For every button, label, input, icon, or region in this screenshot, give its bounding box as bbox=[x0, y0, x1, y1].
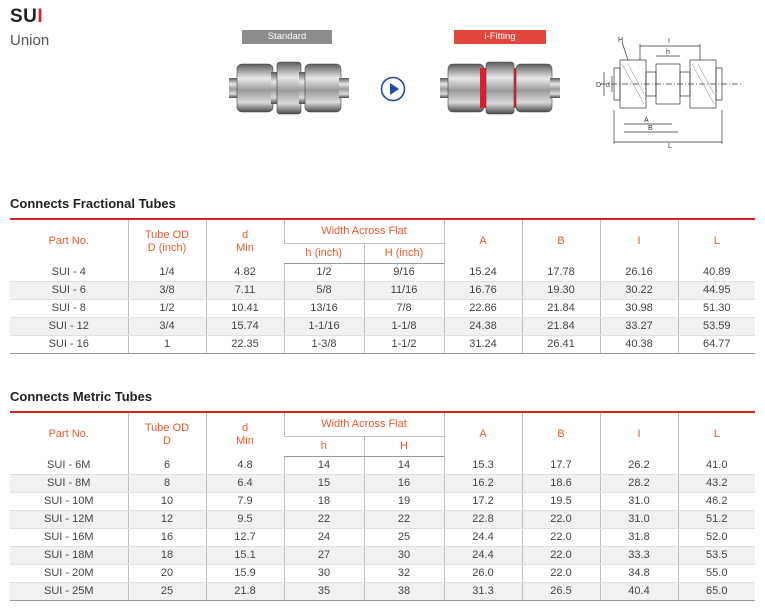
table-cell: 22 bbox=[364, 510, 444, 528]
part-number-cell: SUI - 12M bbox=[10, 510, 128, 528]
table-cell: 19.5 bbox=[522, 492, 600, 510]
dimension-diagram bbox=[592, 30, 752, 150]
table-cell: 17.2 bbox=[444, 492, 522, 510]
table-cell: 1-1/8 bbox=[364, 317, 444, 335]
header-H: H (inch) bbox=[364, 243, 444, 263]
table-cell: 4.8 bbox=[206, 456, 284, 474]
table-cell: 1/2 bbox=[128, 299, 206, 317]
table-cell: 14 bbox=[364, 456, 444, 474]
table-cell: 31.24 bbox=[444, 335, 522, 353]
diagram-label-H: H bbox=[618, 37, 624, 44]
table-row bbox=[10, 299, 755, 317]
part-number-cell: SUI - 4 bbox=[10, 263, 128, 281]
table-row bbox=[10, 335, 755, 353]
part-number-cell: SUI - 16 bbox=[10, 335, 128, 353]
table-cell: 31.0 bbox=[600, 492, 678, 510]
table-cell: 27 bbox=[284, 546, 364, 564]
table-cell: 24 bbox=[284, 528, 364, 546]
table-cell: 17.78 bbox=[522, 263, 600, 281]
table-cell: 7/8 bbox=[364, 299, 444, 317]
part-number-cell: SUI - 12 bbox=[10, 317, 128, 335]
table-cell: 14 bbox=[284, 456, 364, 474]
part-number-cell: SUI - 10M bbox=[10, 492, 128, 510]
table-cell: 26.0 bbox=[444, 564, 522, 582]
fractional-section-title: Connects Fractional Tubes bbox=[10, 196, 176, 211]
table-cell: 10.41 bbox=[206, 299, 284, 317]
table-cell: 26.41 bbox=[522, 335, 600, 353]
table-cell: 16.76 bbox=[444, 281, 522, 299]
header-part-no: Part No. bbox=[10, 412, 128, 456]
header-h: h bbox=[284, 436, 364, 456]
table-cell: 52.0 bbox=[678, 528, 755, 546]
table-row bbox=[10, 474, 755, 492]
table-cell: 1/4 bbox=[128, 263, 206, 281]
diagram-label-L: L bbox=[668, 143, 672, 150]
table-cell: 18 bbox=[128, 546, 206, 564]
table-cell: 55.0 bbox=[678, 564, 755, 582]
part-number-cell: SUI - 8 bbox=[10, 299, 128, 317]
table-cell: 4.82 bbox=[206, 263, 284, 281]
table-cell: 15.9 bbox=[206, 564, 284, 582]
standard-label: Standard bbox=[242, 30, 332, 44]
diagram-label-d: d bbox=[606, 82, 610, 89]
table-cell: 46.2 bbox=[678, 492, 755, 510]
table-cell: 34.8 bbox=[600, 564, 678, 582]
table-cell: 15.74 bbox=[206, 317, 284, 335]
table-cell: 30 bbox=[364, 546, 444, 564]
metric-section-title: Connects Metric Tubes bbox=[10, 389, 153, 404]
table-cell: 51.2 bbox=[678, 510, 755, 528]
table-cell: 21.84 bbox=[522, 317, 600, 335]
part-number-cell: SUI - 6 bbox=[10, 281, 128, 299]
header-A: A bbox=[444, 412, 522, 456]
table-cell: 28.2 bbox=[600, 474, 678, 492]
table-cell: 10 bbox=[128, 492, 206, 510]
table-cell: 35 bbox=[284, 582, 364, 600]
header-d-min: d Min bbox=[206, 412, 284, 456]
header-A: A bbox=[444, 219, 522, 263]
table-cell: 53.59 bbox=[678, 317, 755, 335]
header-tube-od: Tube OD D (inch) bbox=[128, 219, 206, 263]
table-cell: 41.0 bbox=[678, 456, 755, 474]
header-L: L bbox=[678, 219, 755, 263]
table-cell: 21.8 bbox=[206, 582, 284, 600]
table-row bbox=[10, 492, 755, 510]
table-cell: 22.35 bbox=[206, 335, 284, 353]
table-cell: 15.24 bbox=[444, 263, 522, 281]
table-cell: 26.5 bbox=[522, 582, 600, 600]
table-row bbox=[10, 510, 755, 528]
header-L: L bbox=[678, 412, 755, 456]
table-row bbox=[10, 263, 755, 281]
table-cell: 17.7 bbox=[522, 456, 600, 474]
table-cell: 13/16 bbox=[284, 299, 364, 317]
table-cell: 65.0 bbox=[678, 582, 755, 600]
table-cell: 9/16 bbox=[364, 263, 444, 281]
diagram-label-D: D bbox=[596, 82, 602, 89]
metric-table bbox=[10, 411, 755, 601]
table-cell: 3/8 bbox=[128, 281, 206, 299]
table-cell: 31.0 bbox=[600, 510, 678, 528]
table-cell: 24.38 bbox=[444, 317, 522, 335]
table-cell: 43.2 bbox=[678, 474, 755, 492]
ifitting-image bbox=[440, 56, 560, 120]
table-cell: 19.30 bbox=[522, 281, 600, 299]
header-h: h (inch) bbox=[284, 243, 364, 263]
table-cell: 15 bbox=[284, 474, 364, 492]
table-row bbox=[10, 456, 755, 474]
table-cell: 25 bbox=[128, 582, 206, 600]
header-part-no: Part No. bbox=[10, 219, 128, 263]
table-cell: 33.27 bbox=[600, 317, 678, 335]
table-cell: 5/8 bbox=[284, 281, 364, 299]
table-cell: 7.9 bbox=[206, 492, 284, 510]
table-cell: 22.8 bbox=[444, 510, 522, 528]
header-I: I bbox=[600, 219, 678, 263]
table-cell: 24.4 bbox=[444, 546, 522, 564]
table-cell: 40.38 bbox=[600, 335, 678, 353]
table-cell: 20 bbox=[128, 564, 206, 582]
header-H: H bbox=[364, 436, 444, 456]
table-cell: 6.4 bbox=[206, 474, 284, 492]
table-cell: 18 bbox=[284, 492, 364, 510]
table-cell: 12.7 bbox=[206, 528, 284, 546]
table-cell: 16 bbox=[364, 474, 444, 492]
table-cell: 32 bbox=[364, 564, 444, 582]
table-cell: 22.0 bbox=[522, 510, 600, 528]
table-cell: 53.5 bbox=[678, 546, 755, 564]
header-width-across-flat: Width Across Flat bbox=[284, 219, 444, 243]
part-number-cell: SUI - 6M bbox=[10, 456, 128, 474]
play-arrow-icon bbox=[380, 76, 406, 102]
header-d-min: d Min bbox=[206, 219, 284, 263]
part-number-cell: SUI - 16M bbox=[10, 528, 128, 546]
table-cell: 22.86 bbox=[444, 299, 522, 317]
table-cell: 64.77 bbox=[678, 335, 755, 353]
table-cell: 15.1 bbox=[206, 546, 284, 564]
table-cell: 1/2 bbox=[284, 263, 364, 281]
table-cell: 15.3 bbox=[444, 456, 522, 474]
header-B: B bbox=[522, 219, 600, 263]
table-cell: 21.84 bbox=[522, 299, 600, 317]
table-row bbox=[10, 546, 755, 564]
table-cell: 24.4 bbox=[444, 528, 522, 546]
table-cell: 1-1/16 bbox=[284, 317, 364, 335]
ifitting-label: i-Fitting bbox=[454, 30, 546, 44]
table-cell: 19 bbox=[364, 492, 444, 510]
table-cell: 30 bbox=[284, 564, 364, 582]
table-cell: 22.0 bbox=[522, 528, 600, 546]
diagram-label-h: h bbox=[666, 49, 670, 56]
diagram-label-B: B bbox=[648, 125, 653, 132]
table-row bbox=[10, 582, 755, 600]
table-cell: 30.98 bbox=[600, 299, 678, 317]
table-row bbox=[10, 281, 755, 299]
table-cell: 8 bbox=[128, 474, 206, 492]
table-cell: 18.6 bbox=[522, 474, 600, 492]
table-row bbox=[10, 317, 755, 335]
product-code: SUI bbox=[10, 6, 44, 27]
table-cell: 6 bbox=[128, 456, 206, 474]
table-cell: 16.2 bbox=[444, 474, 522, 492]
table-cell: 22 bbox=[284, 510, 364, 528]
part-number-cell: SUI - 25M bbox=[10, 582, 128, 600]
table-cell: 40.89 bbox=[678, 263, 755, 281]
table-cell: 1 bbox=[128, 335, 206, 353]
table-cell: 38 bbox=[364, 582, 444, 600]
table-cell: 22.0 bbox=[522, 564, 600, 582]
diagram-label-A: A bbox=[644, 117, 649, 124]
table-row bbox=[10, 528, 755, 546]
table-cell: 22.0 bbox=[522, 546, 600, 564]
header-width-across-flat: Width Across Flat bbox=[284, 412, 444, 436]
table-cell: 33.3 bbox=[600, 546, 678, 564]
product-name: Union bbox=[10, 32, 50, 49]
table-cell: 12 bbox=[128, 510, 206, 528]
diagram-label-I: I bbox=[668, 38, 670, 45]
table-cell: 1-1/2 bbox=[364, 335, 444, 353]
fractional-table bbox=[10, 218, 755, 354]
table-cell: 40.4 bbox=[600, 582, 678, 600]
table-cell: 26.16 bbox=[600, 263, 678, 281]
table-cell: 11/16 bbox=[364, 281, 444, 299]
table-cell: 7.11 bbox=[206, 281, 284, 299]
table-cell: 44.95 bbox=[678, 281, 755, 299]
table-cell: 3/4 bbox=[128, 317, 206, 335]
part-number-cell: SUI - 8M bbox=[10, 474, 128, 492]
table-cell: 31.3 bbox=[444, 582, 522, 600]
table-cell: 16 bbox=[128, 528, 206, 546]
table-cell: 25 bbox=[364, 528, 444, 546]
header-B: B bbox=[522, 412, 600, 456]
header-tube-od: Tube OD D bbox=[128, 412, 206, 456]
header-I: I bbox=[600, 412, 678, 456]
table-row bbox=[10, 564, 755, 582]
part-number-cell: SUI - 18M bbox=[10, 546, 128, 564]
table-cell: 30.22 bbox=[600, 281, 678, 299]
table-cell: 51.30 bbox=[678, 299, 755, 317]
table-cell: 31.8 bbox=[600, 528, 678, 546]
table-cell: 1-3/8 bbox=[284, 335, 364, 353]
standard-fitting-image bbox=[229, 56, 349, 120]
table-cell: 9.5 bbox=[206, 510, 284, 528]
part-number-cell: SUI - 20M bbox=[10, 564, 128, 582]
table-cell: 26.2 bbox=[600, 456, 678, 474]
